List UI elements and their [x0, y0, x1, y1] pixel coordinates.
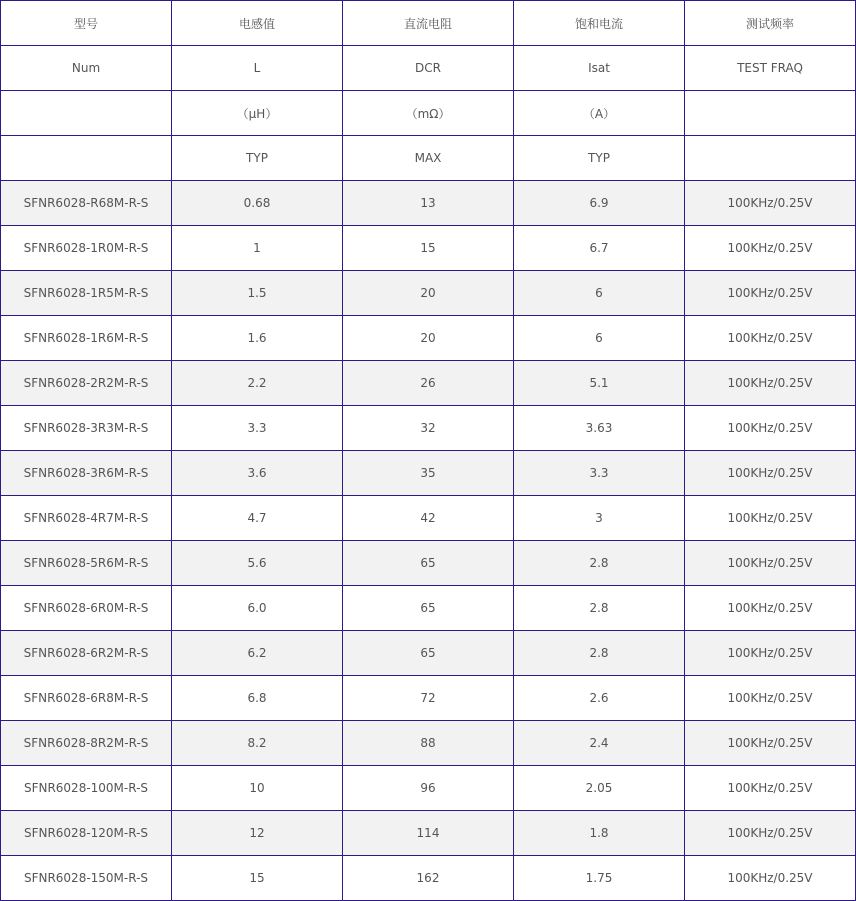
table-row: [1, 766, 856, 811]
table-row: [1, 451, 856, 496]
inductance-cell: 4.7: [172, 496, 343, 541]
inductance-cell: 6.8: [172, 676, 343, 721]
isat-cell: 6.9: [514, 181, 685, 226]
isat-cell: 3.3: [514, 451, 685, 496]
header-cell-typ: TYP: [514, 136, 685, 181]
dcr-cell: 26: [343, 361, 514, 406]
header-cell-typ: TYP: [172, 136, 343, 181]
header-cell-dcr: 直流电阻: [343, 1, 514, 46]
test-freq-cell: 100KHz/0.25V: [685, 721, 856, 766]
inductance-cell: 2.2: [172, 361, 343, 406]
table-row: [1, 856, 856, 901]
isat-cell: 1.8: [514, 811, 685, 856]
table-row: [1, 631, 856, 676]
inductance-cell: 1.5: [172, 271, 343, 316]
header-cell-num: Num: [1, 46, 172, 91]
model-cell: SFNR6028-6R8M-R-S: [1, 676, 172, 721]
test-freq-cell: 100KHz/0.25V: [685, 631, 856, 676]
table-row: [1, 406, 856, 451]
test-freq-cell: 100KHz/0.25V: [685, 406, 856, 451]
header-cell-empty: [1, 136, 172, 181]
isat-cell: 5.1: [514, 361, 685, 406]
model-cell: SFNR6028-120M-R-S: [1, 811, 172, 856]
header-cell-inductance: 电感值: [172, 1, 343, 46]
inductance-cell: 10: [172, 766, 343, 811]
header-cell-isat: 饱和电流: [514, 1, 685, 46]
dcr-cell: 72: [343, 676, 514, 721]
table-row: [1, 811, 856, 856]
table-row: [1, 496, 856, 541]
isat-cell: 2.4: [514, 721, 685, 766]
isat-cell: 6: [514, 316, 685, 361]
model-cell: SFNR6028-100M-R-S: [1, 766, 172, 811]
model-cell: SFNR6028-3R3M-R-S: [1, 406, 172, 451]
model-cell: SFNR6028-3R6M-R-S: [1, 451, 172, 496]
dcr-cell: 20: [343, 271, 514, 316]
table-data-rows: [1, 181, 856, 901]
dcr-cell: 65: [343, 586, 514, 631]
dcr-cell: 65: [343, 541, 514, 586]
inductance-cell: 15: [172, 856, 343, 901]
model-cell: SFNR6028-2R2M-R-S: [1, 361, 172, 406]
table-body: [1, 1, 856, 181]
model-cell: SFNR6028-1R5M-R-S: [1, 271, 172, 316]
header-cell-isat-symbol: Isat: [514, 46, 685, 91]
model-cell: SFNR6028-4R7M-R-S: [1, 496, 172, 541]
isat-cell: 6.7: [514, 226, 685, 271]
isat-cell: 2.6: [514, 676, 685, 721]
table-row: [1, 541, 856, 586]
isat-cell: 2.8: [514, 631, 685, 676]
table-row: [1, 361, 856, 406]
header-cell-test-fraq: TEST FRAQ: [685, 46, 856, 91]
dcr-cell: 162: [343, 856, 514, 901]
test-freq-cell: 100KHz/0.25V: [685, 271, 856, 316]
header-cell-empty: [1, 91, 172, 136]
test-freq-cell: 100KHz/0.25V: [685, 586, 856, 631]
inductance-cell: 3.3: [172, 406, 343, 451]
dcr-cell: 32: [343, 406, 514, 451]
dcr-cell: 88: [343, 721, 514, 766]
model-cell: SFNR6028-5R6M-R-S: [1, 541, 172, 586]
inductance-cell: 6.2: [172, 631, 343, 676]
test-freq-cell: 100KHz/0.25V: [685, 811, 856, 856]
model-cell: SFNR6028-1R0M-R-S: [1, 226, 172, 271]
table-row: [1, 316, 856, 361]
isat-cell: 1.75: [514, 856, 685, 901]
header-cell-model: 型号: [1, 1, 172, 46]
test-freq-cell: 100KHz/0.25V: [685, 181, 856, 226]
isat-cell: 3.63: [514, 406, 685, 451]
header-row-symbols: [1, 46, 856, 91]
dcr-cell: 35: [343, 451, 514, 496]
test-freq-cell: 100KHz/0.25V: [685, 856, 856, 901]
table-row: [1, 721, 856, 766]
inductance-cell: 6.0: [172, 586, 343, 631]
inductance-cell: 1.6: [172, 316, 343, 361]
dcr-cell: 114: [343, 811, 514, 856]
isat-cell: 2.05: [514, 766, 685, 811]
table-row: [1, 181, 856, 226]
isat-cell: 6: [514, 271, 685, 316]
inductance-cell: 1: [172, 226, 343, 271]
dcr-cell: 65: [343, 631, 514, 676]
inductance-cell: 5.6: [172, 541, 343, 586]
test-freq-cell: 100KHz/0.25V: [685, 766, 856, 811]
header-cell-test-freq: 测试频率: [685, 1, 856, 46]
header-row-names: [1, 1, 856, 46]
inductance-cell: 8.2: [172, 721, 343, 766]
test-freq-cell: 100KHz/0.25V: [685, 226, 856, 271]
test-freq-cell: 100KHz/0.25V: [685, 496, 856, 541]
header-row-qualifiers: [1, 136, 856, 181]
dcr-cell: 15: [343, 226, 514, 271]
dcr-cell: 20: [343, 316, 514, 361]
header-cell-empty: [685, 91, 856, 136]
test-freq-cell: 100KHz/0.25V: [685, 316, 856, 361]
header-cell-unit-uh: （μH）: [172, 91, 343, 136]
test-freq-cell: 100KHz/0.25V: [685, 451, 856, 496]
test-freq-cell: 100KHz/0.25V: [685, 676, 856, 721]
isat-cell: 3: [514, 496, 685, 541]
header-cell-l: L: [172, 46, 343, 91]
dcr-cell: 13: [343, 181, 514, 226]
isat-cell: 2.8: [514, 541, 685, 586]
test-freq-cell: 100KHz/0.25V: [685, 361, 856, 406]
header-row-units: [1, 91, 856, 136]
model-cell: SFNR6028-6R2M-R-S: [1, 631, 172, 676]
header-cell-dcr-symbol: DCR: [343, 46, 514, 91]
model-cell: SFNR6028-6R0M-R-S: [1, 586, 172, 631]
inductance-cell: 3.6: [172, 451, 343, 496]
model-cell: SFNR6028-1R6M-R-S: [1, 316, 172, 361]
table-row: [1, 676, 856, 721]
table-row: [1, 271, 856, 316]
dcr-cell: 42: [343, 496, 514, 541]
header-cell-empty: [685, 136, 856, 181]
model-cell: SFNR6028-150M-R-S: [1, 856, 172, 901]
table-row: [1, 226, 856, 271]
header-cell-unit-mohm: （mΩ）: [343, 91, 514, 136]
inductance-cell: 0.68: [172, 181, 343, 226]
model-cell: SFNR6028-R68M-R-S: [1, 181, 172, 226]
dcr-cell: 96: [343, 766, 514, 811]
header-cell-unit-a: （A）: [514, 91, 685, 136]
test-freq-cell: 100KHz/0.25V: [685, 541, 856, 586]
header-cell-max: MAX: [343, 136, 514, 181]
inductance-cell: 12: [172, 811, 343, 856]
table-row: [1, 586, 856, 631]
isat-cell: 2.8: [514, 586, 685, 631]
model-cell: SFNR6028-8R2M-R-S: [1, 721, 172, 766]
